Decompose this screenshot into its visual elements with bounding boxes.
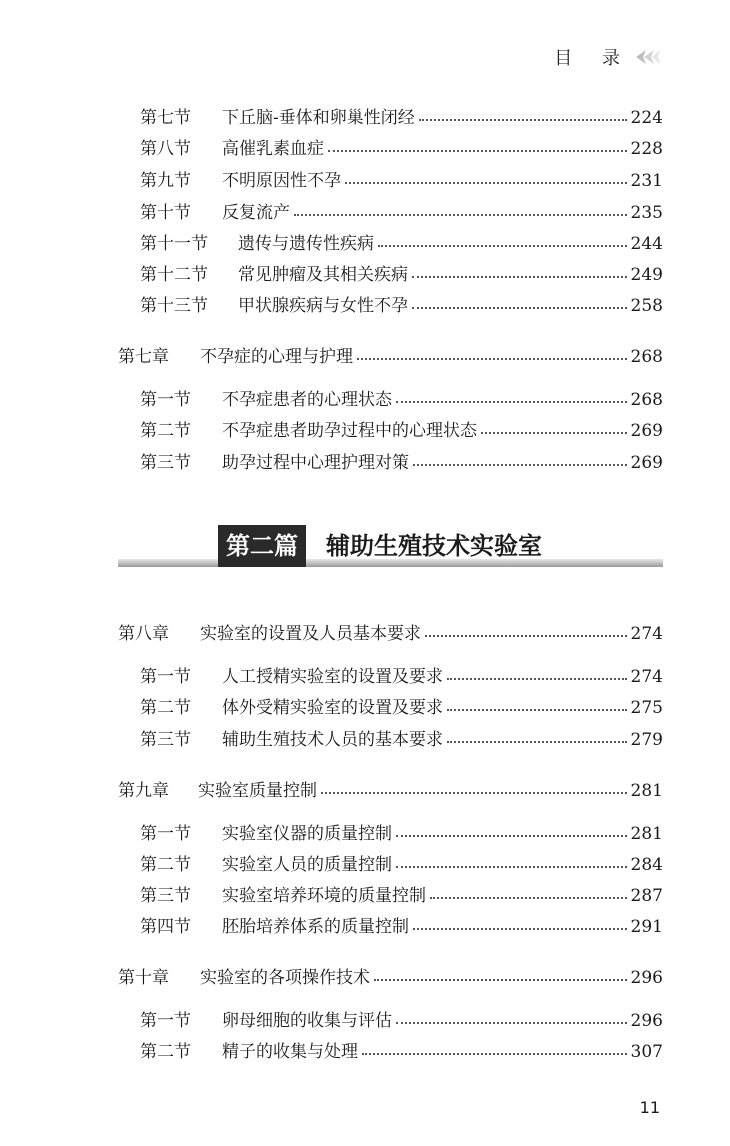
chapter-title: 不孕症的心理与护理 bbox=[200, 347, 353, 367]
chapter-title: 实验室质量控制 bbox=[198, 781, 317, 801]
page-ref: 275 bbox=[630, 698, 663, 718]
section-title: 不孕症患者助孕过程中的心理状态 bbox=[222, 421, 477, 441]
running-header bbox=[554, 44, 660, 70]
page-number: 11 bbox=[639, 1098, 660, 1117]
chapter-number: 第七章 bbox=[118, 347, 169, 367]
toc-entry[interactable] bbox=[140, 448, 663, 473]
page-ref: 249 bbox=[630, 265, 663, 285]
page-ref: 244 bbox=[630, 234, 663, 254]
section-number: 第十节 bbox=[140, 203, 191, 223]
toc-entry[interactable] bbox=[140, 166, 663, 191]
toc-entry[interactable] bbox=[140, 229, 663, 254]
toc-entry[interactable] bbox=[140, 134, 663, 159]
page-ref: 274 bbox=[630, 624, 663, 644]
leader-dots bbox=[378, 245, 627, 247]
section-number: 第二节 bbox=[140, 698, 191, 718]
page-ref: 268 bbox=[630, 390, 663, 410]
section-number: 第七节 bbox=[140, 108, 191, 128]
section-number: 第二节 bbox=[140, 1042, 191, 1062]
chapter-number: 第九章 bbox=[118, 781, 169, 801]
section-title: 人工授精实验室的设置及要求 bbox=[222, 667, 443, 687]
toc-entry[interactable] bbox=[140, 1037, 663, 1062]
toc-entry[interactable] bbox=[140, 850, 663, 875]
section-number: 第二节 bbox=[140, 855, 191, 875]
part-label: 第二篇 bbox=[218, 525, 306, 567]
leader-dots bbox=[413, 928, 627, 930]
section-number: 第三节 bbox=[140, 886, 191, 906]
leader-dots bbox=[357, 358, 627, 360]
page-ref: 281 bbox=[630, 824, 663, 844]
leader-dots bbox=[396, 1022, 627, 1024]
leader-dots bbox=[412, 307, 627, 309]
leader-dots bbox=[396, 866, 627, 868]
section-title: 卵母细胞的收集与评估 bbox=[222, 1011, 392, 1031]
double-chevron-left-icon bbox=[634, 49, 660, 65]
leader-dots bbox=[374, 979, 627, 981]
toc-entry[interactable] bbox=[140, 103, 663, 128]
toc-entry[interactable] bbox=[140, 662, 663, 687]
leader-dots bbox=[430, 897, 627, 899]
page-ref: 268 bbox=[630, 347, 663, 367]
toc-chapter[interactable] bbox=[118, 342, 663, 367]
part-title: 辅助生殖技术实验室 bbox=[326, 532, 542, 560]
toc-entry[interactable] bbox=[140, 198, 663, 223]
section-number: 第一节 bbox=[140, 824, 191, 844]
leader-dots bbox=[321, 792, 627, 794]
leader-dots bbox=[345, 182, 627, 184]
toc-entry[interactable] bbox=[140, 819, 663, 844]
toc-chapter[interactable] bbox=[118, 963, 663, 988]
section-title: 反复流产 bbox=[222, 203, 290, 223]
leader-dots bbox=[447, 678, 627, 680]
toc-entry[interactable] bbox=[140, 385, 663, 410]
section-title: 实验室仪器的质量控制 bbox=[222, 824, 392, 844]
page-ref: 284 bbox=[630, 855, 663, 875]
toc-entry[interactable] bbox=[140, 881, 663, 906]
page-ref: 307 bbox=[630, 1042, 663, 1062]
page-ref: 281 bbox=[630, 781, 663, 801]
section-title: 遗传与遗传性疾病 bbox=[238, 234, 374, 254]
toc-chapter[interactable] bbox=[118, 776, 663, 801]
page-ref: 224 bbox=[630, 108, 663, 128]
section-number: 第一节 bbox=[140, 667, 191, 687]
toc-entry[interactable] bbox=[140, 912, 663, 937]
section-number: 第一节 bbox=[140, 1011, 191, 1031]
section-number: 第十三节 bbox=[140, 296, 208, 316]
section-number: 第九节 bbox=[140, 171, 191, 191]
leader-dots bbox=[425, 635, 627, 637]
section-number: 第三节 bbox=[140, 453, 191, 473]
page-ref: 279 bbox=[630, 730, 663, 750]
leader-dots bbox=[328, 150, 627, 152]
leader-dots bbox=[447, 741, 627, 743]
chapter-title: 实验室的各项操作技术 bbox=[200, 968, 370, 988]
section-number: 第四节 bbox=[140, 917, 191, 937]
section-title: 实验室人员的质量控制 bbox=[222, 855, 392, 875]
page-ref: 269 bbox=[630, 453, 663, 473]
leader-dots bbox=[362, 1053, 627, 1055]
page-ref: 291 bbox=[630, 917, 663, 937]
section-title: 不孕症患者的心理状态 bbox=[222, 390, 392, 410]
page-ref: 274 bbox=[630, 667, 663, 687]
part-banner bbox=[118, 525, 663, 567]
section-number: 第一节 bbox=[140, 390, 191, 410]
section-title: 下丘脑-垂体和卵巢性闭经 bbox=[222, 108, 415, 128]
section-title: 助孕过程中心理护理对策 bbox=[222, 453, 409, 473]
page-ref: 296 bbox=[630, 1011, 663, 1031]
leader-dots bbox=[413, 464, 627, 466]
section-title: 辅助生殖技术人员的基本要求 bbox=[222, 730, 443, 750]
leader-dots bbox=[447, 709, 627, 711]
section-number: 第十二节 bbox=[140, 265, 208, 285]
toc-entry[interactable] bbox=[140, 260, 663, 285]
section-number: 第八节 bbox=[140, 139, 191, 159]
section-title: 实验室培养环境的质量控制 bbox=[222, 886, 426, 906]
section-number: 第三节 bbox=[140, 730, 191, 750]
toc-entry[interactable] bbox=[140, 416, 663, 441]
section-title: 甲状腺疾病与女性不孕 bbox=[238, 296, 408, 316]
page-ref: 228 bbox=[630, 139, 663, 159]
page-ref: 269 bbox=[630, 421, 663, 441]
section-number: 第十一节 bbox=[140, 234, 208, 254]
toc-entry[interactable] bbox=[140, 1006, 663, 1031]
chapter-number: 第八章 bbox=[118, 624, 169, 644]
page-ref: 296 bbox=[630, 968, 663, 988]
leader-dots bbox=[481, 432, 627, 434]
page-ref: 235 bbox=[630, 203, 663, 223]
toc-entry[interactable] bbox=[140, 291, 663, 316]
toc-entry[interactable] bbox=[140, 725, 663, 750]
section-title: 常见肿瘤及其相关疾病 bbox=[238, 265, 408, 285]
leader-dots bbox=[396, 835, 627, 837]
toc-entry[interactable] bbox=[140, 693, 663, 718]
leader-dots bbox=[396, 401, 627, 403]
section-number: 第二节 bbox=[140, 421, 191, 441]
page-ref: 258 bbox=[630, 296, 663, 316]
page-ref: 231 bbox=[630, 171, 663, 191]
toc-chapter[interactable] bbox=[118, 619, 663, 644]
leader-dots bbox=[294, 214, 627, 216]
header-title: 目 录 bbox=[554, 48, 632, 69]
chapter-title: 实验室的设置及人员基本要求 bbox=[200, 624, 421, 644]
chapter-number: 第十章 bbox=[118, 968, 169, 988]
leader-dots bbox=[419, 119, 627, 121]
leader-dots bbox=[412, 276, 627, 278]
section-title: 高催乳素血症 bbox=[222, 139, 324, 159]
section-title: 胚胎培养体系的质量控制 bbox=[222, 917, 409, 937]
page-ref: 287 bbox=[630, 886, 663, 906]
section-title: 体外受精实验室的设置及要求 bbox=[222, 698, 443, 718]
section-title: 不明原因性不孕 bbox=[222, 171, 341, 191]
section-title: 精子的收集与处理 bbox=[222, 1042, 358, 1062]
